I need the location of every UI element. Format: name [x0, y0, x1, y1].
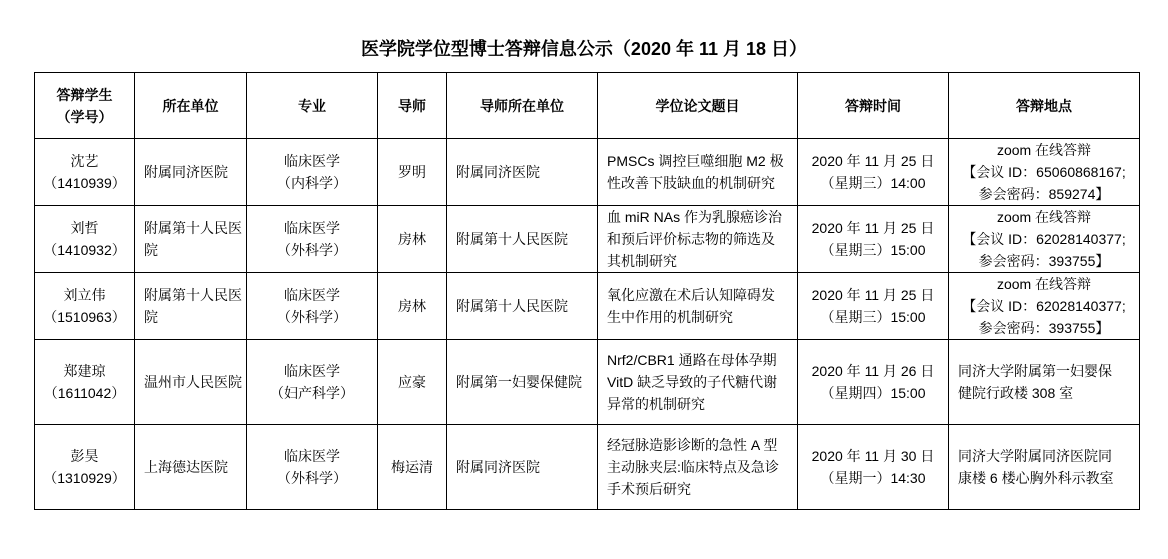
unit-cell [135, 425, 247, 510]
unit-cell [135, 139, 247, 206]
advisor-cell [378, 273, 447, 340]
thesis-line: 经冠脉造影诊断的急性 A 型 [607, 437, 778, 453]
student-id: （1410939） [43, 175, 126, 191]
location-line: 参会密码：393755】 [978, 253, 1110, 269]
student-name: 郑建琼 [63, 363, 106, 379]
advisor-cell [378, 425, 447, 510]
defense-weekday-time: （星期一）14:30 [820, 470, 926, 486]
unit-text: 上海德达医院 [144, 459, 228, 475]
advisor-unit-cell [447, 425, 598, 510]
defense-location-cell [949, 139, 1140, 206]
advisor-unit-cell [447, 139, 598, 206]
header-advisor: 导师 [378, 73, 447, 139]
advisor-name: 罗明 [398, 164, 426, 180]
advisor-name: 房林 [398, 298, 426, 314]
defense-location-cell [949, 206, 1140, 273]
defense-date: 2020 年 11 月 25 日 [811, 287, 935, 303]
advisor-unit-cell [447, 273, 598, 340]
defense-date: 2020 年 11 月 26 日 [811, 363, 935, 379]
thesis-line: 性改善下肢缺血的机制研究 [607, 175, 775, 191]
location-line: 同济大学附属同济医院同 [958, 448, 1112, 464]
student-id: （1510963） [43, 309, 126, 325]
student-id: （1611042） [43, 385, 126, 401]
location-line: zoom 在线答辩 [996, 142, 1092, 158]
location-line: 【会议 ID：62028140377; [962, 298, 1126, 314]
header-advisor-unit: 导师所在单位 [447, 73, 598, 139]
defense-weekday-time: （星期三）14:00 [820, 175, 926, 191]
defense-info-table [34, 72, 1140, 510]
header-student [35, 73, 135, 139]
advisor-unit-cell [447, 206, 598, 273]
major-cell [247, 206, 378, 273]
specialty-text: （内科学） [277, 175, 347, 191]
location-line: 【会议 ID：65060868167; [962, 164, 1126, 180]
defense-date: 2020 年 11 月 25 日 [811, 153, 935, 169]
thesis-line: 和预后评价标志物的筛选及 [607, 231, 775, 247]
thesis-line: 生中作用的机制研究 [607, 309, 733, 325]
defense-weekday-time: （星期四）15:00 [820, 385, 926, 401]
defense-location-cell [949, 425, 1140, 510]
thesis-line: PMSCs 调控巨噬细胞 M2 极 [607, 153, 784, 169]
student-cell [35, 425, 135, 510]
thesis-cell [598, 425, 798, 510]
advisor-name: 应豪 [398, 374, 426, 390]
specialty-text: （外科学） [277, 242, 347, 258]
unit-cell [135, 340, 247, 425]
header-time: 答辩时间 [798, 73, 949, 139]
specialty-text: （外科学） [277, 309, 347, 325]
advisor-cell [378, 139, 447, 206]
thesis-cell [598, 273, 798, 340]
major-text: 临床医学 [284, 287, 340, 303]
header-location: 答辩地点 [949, 73, 1140, 139]
table-row [35, 340, 1140, 425]
student-name: 刘哲 [70, 220, 99, 236]
location-line: 健院行政楼 308 室 [958, 385, 1074, 401]
advisor-cell [378, 206, 447, 273]
header-student-id-label: （学号） [56, 108, 113, 125]
defense-weekday-time: （星期三）15:00 [820, 309, 926, 325]
advisor-unit-text: 附属第一妇婴保健院 [456, 374, 582, 390]
advisor-unit-text: 附属同济医院 [456, 459, 540, 475]
advisor-name: 房林 [398, 231, 426, 247]
location-line: 同济大学附属第一妇婴保 [958, 363, 1112, 379]
thesis-cell [598, 139, 798, 206]
location-line: 【会议 ID：62028140377; [962, 231, 1126, 247]
defense-weekday-time: （星期三）15:00 [820, 242, 926, 258]
advisor-cell [378, 340, 447, 425]
table-row [35, 206, 1140, 273]
defense-location-cell [949, 273, 1140, 340]
thesis-line: Nrf2/CBR1 通路在母体孕期 [607, 352, 777, 368]
student-name: 彭昊 [70, 448, 99, 464]
thesis-line: 血 miR NAs 作为乳腺癌诊治 [607, 209, 782, 225]
defense-time-cell [798, 425, 949, 510]
major-cell [247, 139, 378, 206]
unit-cell [135, 273, 247, 340]
student-name: 刘立伟 [63, 287, 106, 303]
thesis-line: 手术预后研究 [607, 481, 691, 497]
location-line: 康楼 6 楼心胸外科示教室 [958, 470, 1114, 486]
defense-time-cell [798, 139, 949, 206]
major-text: 临床医学 [284, 153, 340, 169]
header-thesis: 学位论文题目 [598, 73, 798, 139]
defense-time-cell [798, 206, 949, 273]
thesis-line: 其机制研究 [607, 253, 677, 269]
location-line: 参会密码：859274】 [978, 186, 1110, 202]
unit-text: 附属同济医院 [144, 164, 228, 180]
advisor-name: 梅运清 [391, 459, 433, 475]
advisor-unit-text: 附属第十人民医院 [456, 231, 568, 247]
unit-cell [135, 206, 247, 273]
table-row [35, 139, 1140, 206]
header-major: 专业 [247, 73, 378, 139]
location-line: zoom 在线答辩 [996, 209, 1092, 225]
thesis-cell [598, 206, 798, 273]
major-text: 临床医学 [284, 448, 340, 464]
specialty-text: （妇产科学） [270, 385, 354, 401]
student-name: 沈艺 [70, 153, 99, 169]
location-line: zoom 在线答辩 [996, 276, 1092, 292]
student-id: （1410932） [43, 242, 126, 258]
table-row [35, 273, 1140, 340]
defense-location-cell [949, 340, 1140, 425]
major-text: 临床医学 [284, 363, 340, 379]
unit-text: 附属第十人民医院 [144, 287, 242, 325]
thesis-line: 主动脉夹层:临床特点及急诊 [607, 459, 779, 475]
unit-text: 温州市人民医院 [144, 374, 242, 390]
advisor-unit-text: 附属同济医院 [456, 164, 540, 180]
header-unit: 所在单位 [135, 73, 247, 139]
major-cell [247, 425, 378, 510]
table-row [35, 425, 1140, 510]
defense-date: 2020 年 11 月 25 日 [811, 220, 935, 236]
page-title: 医学院学位型博士答辩信息公示（2020 年 11 月 18 日） [360, 39, 808, 59]
header-student-label: 答辩学生 [56, 86, 113, 103]
specialty-text: （外科学） [277, 470, 347, 486]
thesis-line: 氧化应激在术后认知障碍发 [607, 287, 775, 303]
major-cell [247, 273, 378, 340]
student-id: （1310929） [43, 470, 126, 486]
thesis-line: 异常的机制研究 [607, 396, 705, 412]
table-header-row [35, 73, 1140, 139]
student-cell [35, 273, 135, 340]
advisor-unit-cell [447, 340, 598, 425]
thesis-cell [598, 340, 798, 425]
defense-time-cell [798, 273, 949, 340]
thesis-line: VitD 缺乏导致的子代糖代谢 [607, 374, 778, 390]
advisor-unit-text: 附属第十人民医院 [456, 298, 568, 314]
student-cell [35, 340, 135, 425]
defense-time-cell [798, 340, 949, 425]
unit-text: 附属第十人民医院 [144, 220, 242, 258]
defense-date: 2020 年 11 月 30 日 [811, 448, 935, 464]
major-cell [247, 340, 378, 425]
student-cell [35, 206, 135, 273]
location-line: 参会密码：393755】 [978, 320, 1110, 336]
student-cell [35, 139, 135, 206]
major-text: 临床医学 [284, 220, 340, 236]
